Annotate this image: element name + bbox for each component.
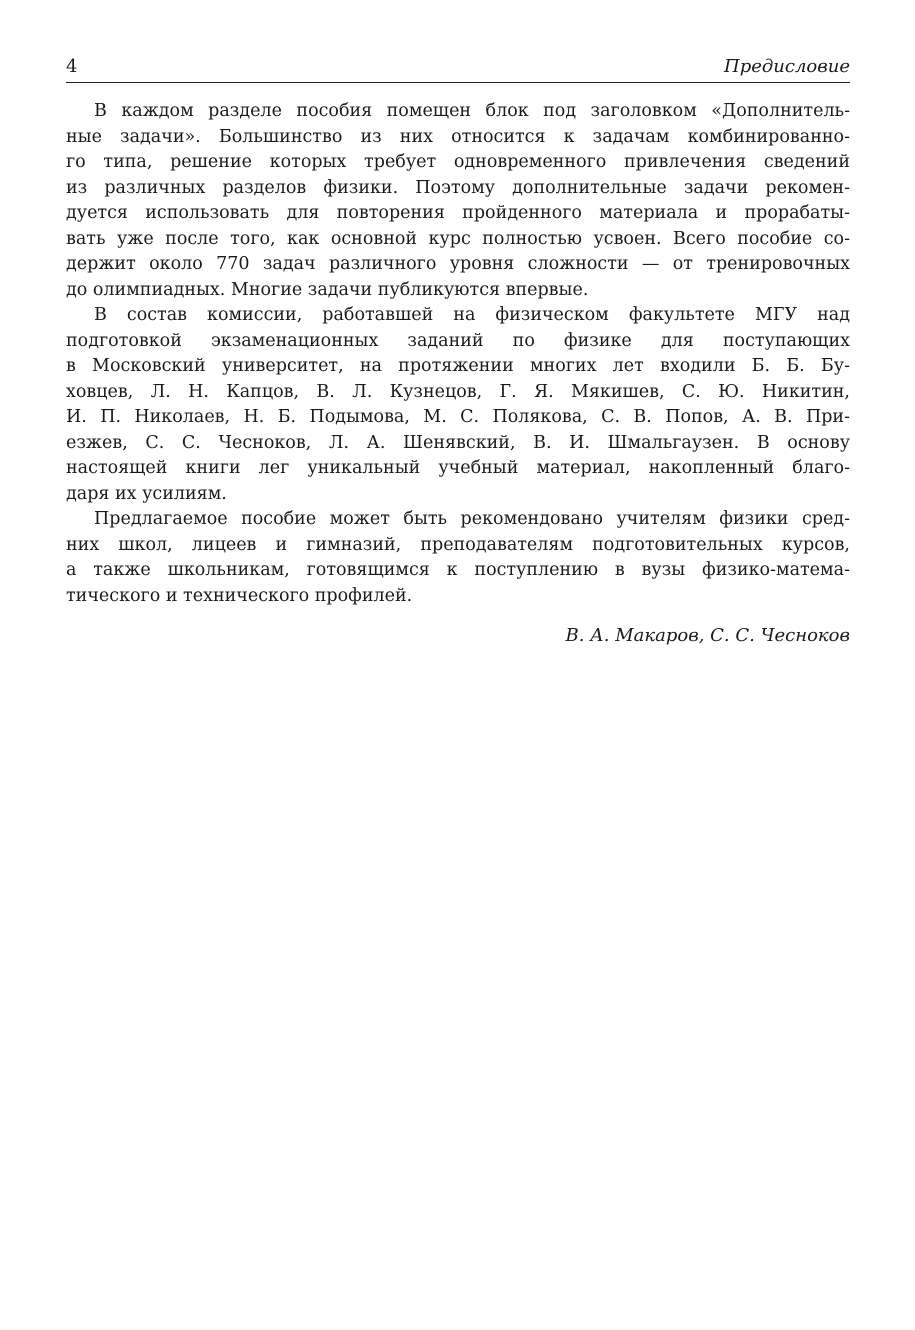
paragraph-1-line: вать уже после того, как основной курс полностью усвоен. Всего пособие со- [66, 228, 850, 249]
paragraph-1-line: из различных разделов физики. Поэтому дополнительные задачи рекомен- [66, 177, 850, 198]
paragraph-1-line: дуется использовать для повторения пройденного материала и прорабаты- [66, 203, 850, 223]
paragraph-2-line: езжев, С. С. Чесноков, Л. А. Шенявский, В. И. Шмальгаузен. В основу [66, 432, 850, 453]
paragraph-3-line: них школ, лицеев и гимназий, преподавателям подготовительных курсов, [66, 534, 850, 555]
paragraph-2-line: И. П. Николаев, Н. Б. Подымова, М. С. Полякова, С. В. Попов, А. В. При- [66, 407, 850, 427]
paragraph-1-line: держит около 770 задач различного уровня сложности — от тренировочных [66, 254, 850, 274]
paragraph-1-line: до олимпиадных. Многие задачи публикуются впервые. [66, 279, 589, 300]
paragraph-2-line: ховцев, Л. Н. Капцов, В. Л. Кузнецов, Г. Я. Мякишев, С. Ю. Никитин, [66, 381, 850, 402]
paragraph-3-line: тического и технического профилей. [66, 585, 413, 606]
paragraph-2-line: настоящей книги лег уникальный учебный материал, накопленный благо- [66, 458, 850, 478]
paragraph-1-line: В каждом разделе пособия помещен блок под заголовком «Дополнитель- [94, 101, 850, 121]
paragraph-1-line: го типа, решение которых требует одновременного привлечения сведений [66, 152, 850, 172]
body-text [66, 99, 850, 609]
paragraph-1-line: ные задачи». Большинство из них относится к задачам комбинированно- [66, 126, 850, 147]
paragraph-2-line: В состав комиссии, работавшей на физическом факультете МГУ над [94, 305, 850, 325]
author-signature: В. А. Макаров, С. С. Чесноков [565, 625, 850, 646]
paragraph-2-line: в Московский университет, на протяжении многих лет входили Б. Б. Бу- [66, 356, 850, 376]
page-number: 4 [66, 56, 78, 77]
section-title: Предисловие [724, 56, 850, 77]
paragraph-3-line: Предлагаемое пособие может быть рекомендовано учителям физики сред- [94, 509, 850, 529]
running-head [66, 54, 850, 83]
paragraph-3-line: а также школьникам, готовящимся к поступлению в вузы физико-матема- [66, 560, 850, 580]
paragraph-2-line: подготовкой экзаменационных заданий по физике для поступающих [66, 330, 850, 351]
paragraph-2-line: даря их усилиям. [66, 483, 227, 504]
